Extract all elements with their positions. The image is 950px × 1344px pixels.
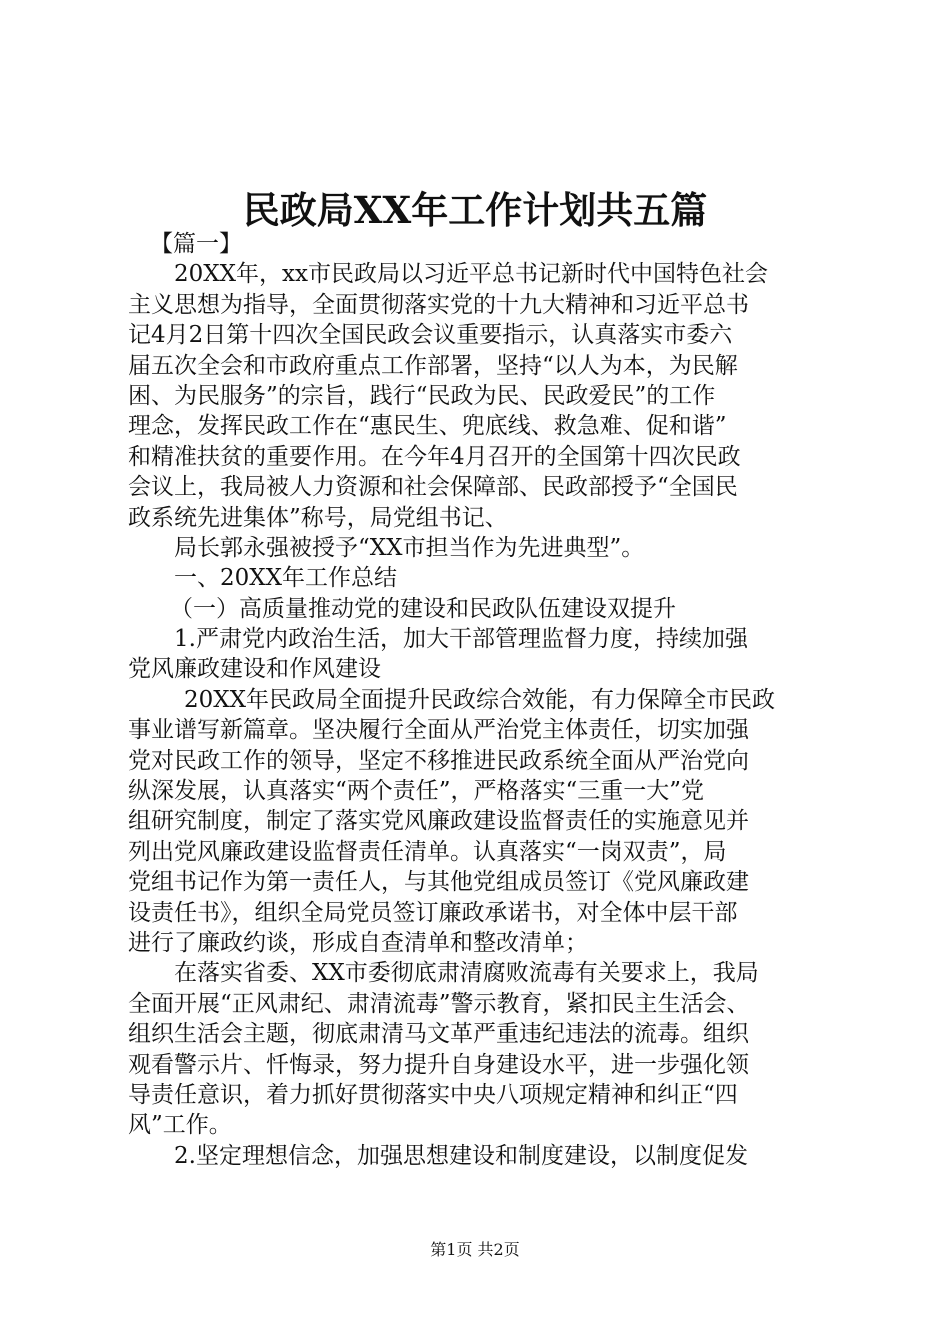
document-title: 民政局XX年工作计划共五篇 bbox=[242, 188, 708, 232]
paragraph-line: 组织生活会主题，彻底肃清马文革严重违纪违法的流毒。组织 bbox=[128, 1021, 749, 1048]
paragraph-line: 会议上，我局被人力资源和社会保障部、民政部授予“全国民 bbox=[128, 474, 738, 501]
paragraph-line: 1.严肃党内政治生活，加大干部管理监督力度，持续加强 bbox=[174, 626, 748, 653]
paragraph-line: 纵深发展，认真落实“两个责任”，严格落实“三重一大”党 bbox=[128, 778, 705, 805]
paragraph-line: 设责任书》，组织全局党员签订廉政承诺书，对全体中层干部 bbox=[128, 899, 738, 926]
paragraph-line: 20XX年民政局全面提升民政综合效能，有力保障全市民政 bbox=[184, 686, 776, 713]
paragraph-line: 局长郭永强被授予“XX市担当作为先进典型”。 bbox=[174, 534, 645, 561]
subheading-line: 一、20XX年工作总结 bbox=[174, 565, 398, 592]
paragraph-line: 在落实省委、XX市委彻底肃清腐败流毒有关要求上，我局 bbox=[174, 960, 759, 987]
paragraph-line: 政系统先进集体”称号，局党组书记、 bbox=[128, 504, 508, 531]
section-heading: 【篇一】 bbox=[150, 231, 242, 257]
paragraph-line: 组研究制度，制定了落实党风廉政建设监督责任的实施意见并 bbox=[128, 808, 749, 835]
paragraph-line: 全面开展“正风肃纪、肃清流毒”警示教育，紧扣民主生活会、 bbox=[128, 990, 750, 1017]
paragraph-line: 党风廉政建设和作风建设 bbox=[128, 656, 381, 683]
paragraph-line: 党组书记作为第一责任人，与其他党组成员签订《党风廉政建 bbox=[128, 869, 749, 896]
paragraph-line: 风”工作。 bbox=[128, 1112, 232, 1139]
paragraph-line: 导责任意识，着力抓好贯彻落实中央八项规定精神和纠正“四 bbox=[128, 1081, 738, 1108]
subheading-line: （一）高质量推动党的建设和民政队伍建设双提升 bbox=[170, 595, 676, 622]
paragraph-line: 和精准扶贫的重要作用。在今年4月召开的全国第十四次民政 bbox=[128, 443, 741, 470]
paragraph-line: 记4月2日第十四次全国民政会议重要指示，认真落实市委六 bbox=[128, 322, 733, 349]
paragraph-line: 党对民政工作的领导，坚定不移推进民政系统全面从严治党向 bbox=[128, 747, 749, 774]
paragraph-line: 20XX年，xx市民政局以习近平总书记新时代中国特色社会 bbox=[174, 261, 768, 288]
paragraph-line: 事业谱写新篇章。坚决履行全面从严治党主体责任，切实加强 bbox=[128, 717, 749, 744]
paragraph-line: 届五次全会和市政府重点工作部署，坚持“以人为本，为民解 bbox=[128, 352, 738, 379]
paragraph-line: 理念，发挥民政工作在“惠民生、兜底线、救急难、促和谐” bbox=[128, 413, 727, 440]
paragraph-line: 列出党风廉政建设监督责任清单。认真落实“一岗双责”，局 bbox=[128, 838, 727, 865]
document-body bbox=[128, 229, 848, 1171]
paragraph-line: 困、为民服务”的宗旨，践行“民政为民、民政爱民”的工作 bbox=[128, 382, 716, 409]
paragraph-line: 观看警示片、忏悔录，努力提升自身建设水平，进一步强化领 bbox=[128, 1051, 749, 1078]
paragraph-line: 主义思想为指导，全面贯彻落实党的十九大精神和习近平总书 bbox=[128, 291, 749, 318]
paragraph-line: 2.坚定理想信念，加强思想建设和制度建设，以制度促发 bbox=[174, 1142, 748, 1169]
paragraph-line: 进行了廉政约谈，形成自查清单和整改清单； bbox=[128, 929, 588, 956]
page-number-footer: 第1页 共2页 bbox=[430, 1240, 520, 1259]
